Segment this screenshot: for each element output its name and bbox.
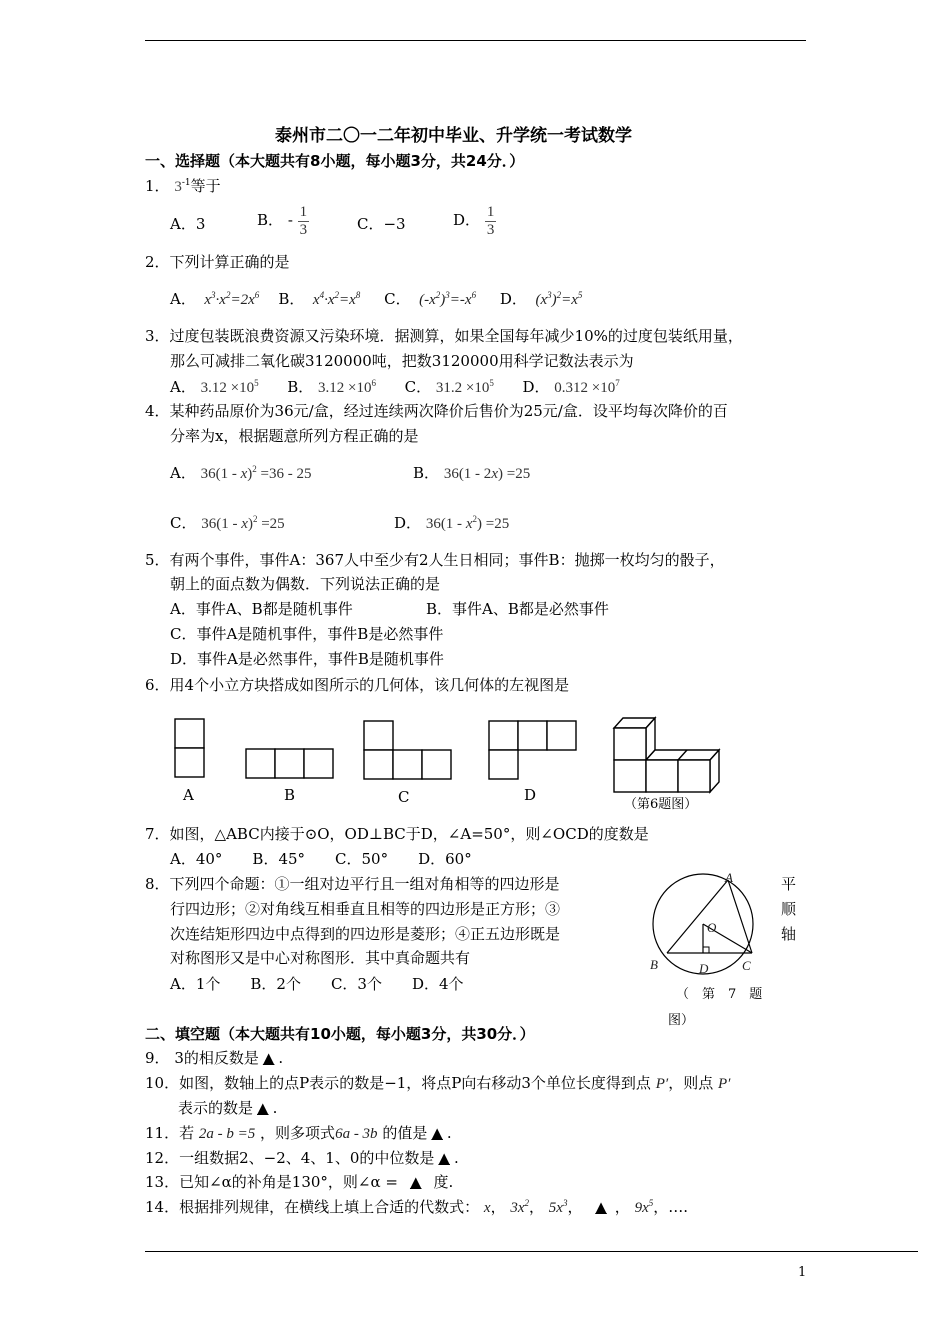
q1-option-a: A．3 (170, 215, 206, 233)
q4-stem-1: 4．某种药品原价为36元/盒，经过连续两次降价后售价为25元/盒．设平均每次降价的百 (145, 402, 728, 420)
q6-option-d-figure (485, 717, 579, 783)
q3-options: A． $3.12 \times 10^5$ B． $3.12 \times 10^6$ C． $31.2 \times 10^5$ D． $0.312 \times 10^7$ (170, 378, 620, 396)
q10-line-1: 10．如图，数轴上的点P表示的数是−1，将点P向右移动3个单位长度得到点 P′，则点 P′ (145, 1074, 731, 1092)
q8-stem-3-end: 轴 (781, 925, 797, 943)
q11: 11．若 2a - b =5 ，则多项式6a - 3b 的值是 ▲ . (145, 1124, 452, 1142)
q7-fig-label-c: C (742, 958, 751, 973)
q3-stem-1: 3．过度包装既浪费资源又污染环境．据测算，如果全国每年减少10%的过度包装纸用量， (145, 327, 743, 345)
q7-fig-label-a: A (725, 870, 733, 885)
q5-option-d: D．事件A是必然事件，事件B是随机事件 (170, 650, 444, 668)
q7-fig-label-d: D (699, 961, 709, 976)
q13-blank: ▲ (409, 1173, 422, 1191)
q6-label-d: D (524, 786, 537, 804)
q8-stem-2-end: 顺 (781, 900, 797, 918)
q10-line-2: 表示的数是 ▲ . (178, 1099, 278, 1117)
q14-blank: ▲ (595, 1198, 607, 1216)
q4-option-b: B． 36(1 - 2x) =25 (413, 464, 531, 482)
q11-blank: ▲ (431, 1124, 443, 1142)
q10-blank: ▲ (257, 1099, 269, 1117)
q13: 13．已知∠α的补角是130°，则∠α = ▲ 度. (145, 1173, 454, 1191)
q7-caption-1: （ 第 7 题 (676, 987, 763, 1002)
q12: 12．一组数据2、−2、4、1、0的中位数是 ▲ . (145, 1149, 459, 1167)
q5-option-a: A．事件A、B都是随机事件 (170, 600, 353, 618)
footer-rule (145, 1251, 918, 1252)
q12-blank: ▲ (438, 1149, 450, 1167)
q7-options: A．40° B．45° C．50° D．60° (170, 850, 472, 868)
q4-option-d: D． $36(1 - x^2) =25$ (394, 514, 510, 532)
q8-stem-1-end: 平 (781, 875, 797, 893)
q5-stem-1: 5．有两个事件，事件A：367人中至少有2人生日相同；事件B：抛掷一枚均匀的骰子， (145, 551, 725, 569)
q8-options: A．1个 B．2个 C．3个 D．4个 (170, 975, 464, 993)
section2-heading: 二、填空题（本大题共有10小题，每小题3分，共30分．） (145, 1025, 535, 1043)
q9: 9． 3的相反数是 ▲ . (145, 1049, 284, 1067)
q8-stem-3: 次连结矩形四边中点得到的四边形是菱形；④正五边形既是 (170, 925, 561, 943)
q6-label-b: B (284, 786, 296, 804)
section1-heading: 一、选择题（本大题共有8小题，每小题3分，共24分．） (145, 152, 525, 170)
q8-stem-1: 8．下列四个命题：①一组对边平行且一组对角相等的四边形是 (145, 875, 560, 893)
q2-stem: 2．下列计算正确的是 (145, 253, 290, 271)
q5-option-b: B．事件A、B都是必然事件 (426, 600, 609, 618)
q6-solid-figure (609, 712, 727, 788)
q1-option-b: B． - $\frac{1}{3}$ (257, 204, 308, 238)
q6-option-b-figure (242, 745, 336, 781)
q2-options: A． $x^3\cdot x^2=2x^6$ B． $x^4\cdot x^2=x^8$ C． $(-x^2)^3=-x^6$ D． $(x^3)^2=x^5$ (170, 290, 583, 308)
q1-stem: 1． $3^{-1}$等于 (145, 177, 221, 195)
q9-blank: ▲ (262, 1049, 275, 1067)
page-title: 泰州市二〇一二年初中毕业、升学统一考试数学 (275, 126, 632, 146)
q4-option-c: C． 36(1 - x)$^2$ =25 (170, 514, 285, 532)
q4-stem-2: 分率为x，根据题意所列方程正确的是 (170, 427, 419, 445)
q5-stem-2: 朝上的面点数为偶数．下列说法正确的是 (170, 575, 441, 593)
q8-stem-2: 行四边形；②对角线互相垂直且相等的四边形是正方形；③ (170, 900, 561, 918)
q8-stem-4: 对称图形又是中心对称图形．其中真命题共有 (170, 949, 471, 967)
q6-label-a: A (183, 786, 194, 804)
q6-label-c: C (398, 788, 410, 806)
page-number: 1 (798, 1265, 807, 1280)
q7-fig-label-b: B (650, 957, 658, 972)
q1-option-d: D． $\frac{1}{3}$ (453, 204, 495, 238)
q7-fig-label-o: O (707, 920, 717, 935)
q3-stem-2: 那么可减排二氧化碳3120000吨，把数3120000用科学记数法表示为 (170, 352, 634, 370)
q6-caption: （第6题图） (624, 797, 698, 812)
q6-stem: 6．用4个小立方块搭成如图所示的几何体，该几何体的左视图是 (145, 676, 570, 694)
q1-option-c: C．−3 (357, 215, 406, 233)
q7-caption-2: 图） (668, 1013, 695, 1028)
q4-option-a: A． 36(1 - x)$^2$ =36 - 25 (170, 464, 312, 482)
header-rule (145, 40, 806, 41)
q6-option-c-figure (360, 717, 454, 783)
q6-option-a-figure (170, 715, 210, 779)
q5-option-c: C．事件A是随机事件，事件B是必然事件 (170, 625, 444, 643)
q14: 14．根据排列规律，在横线上填上合适的代数式： x， $3x^2$， $5x^3$， ▲ ， $9x^5$，…. (145, 1198, 689, 1216)
q7-stem: 7．如图，△ABC内接于⊙O，OD⊥BC于D，∠A=50°，则∠OCD的度数是 (145, 825, 649, 843)
